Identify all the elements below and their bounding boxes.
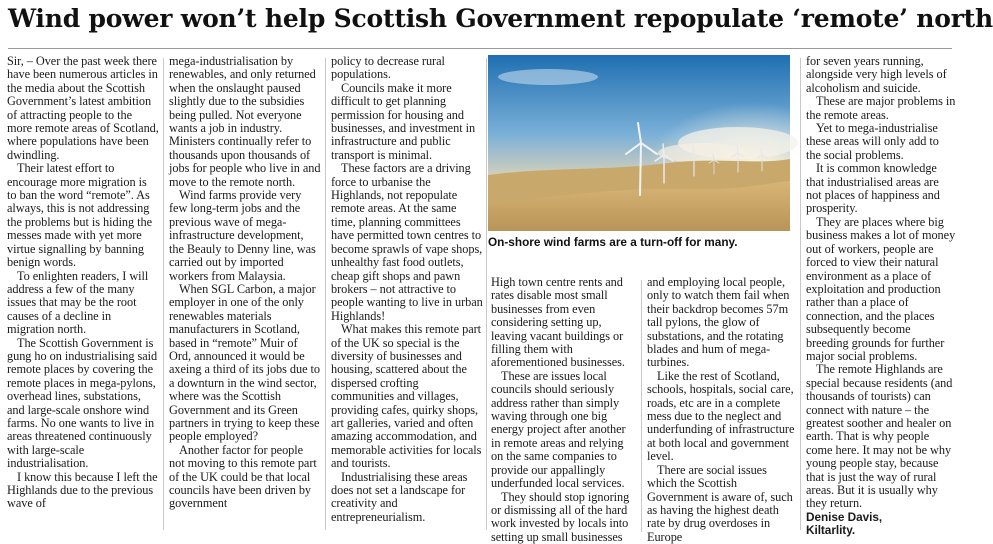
paragraph: The remote Highlands are special because residents (and thousands of tourists) can connect with nature – the greatest soother and healer on earth. That is why people come here. It may not be why young people stay, because that is just the way of rural areas. But it is usually why they return. xyxy=(806,363,956,510)
cloud xyxy=(498,69,598,85)
headline-rule xyxy=(8,48,952,49)
paragraph: High town centre rents and rates disable most small businesses from even considering setting up, leaving vacant buildings or filling them with aforementioned businesses. xyxy=(491,276,635,370)
paragraph: and employing local people, only to watch them fail when their backdrop becomes 57m tall pylons, the glow of substations, and the rotating blades and hum of mega-turbines. xyxy=(647,276,795,370)
wind-farm-photo xyxy=(488,55,790,231)
column-5 xyxy=(647,276,795,535)
paragraph: Industrialising these areas does not set a landscape for creativity and entrepreneurialism. xyxy=(331,471,483,525)
photo-caption: On-shore wind farms are a turn-off for many. xyxy=(488,235,798,249)
paragraph: These are issues local councils should seriously address rather than simply waving through one big energy project after another in remote areas and relying on the same companies to provide our appallingly underfunded local services. xyxy=(491,370,635,491)
column-divider xyxy=(800,58,801,530)
paragraph: To enlighten readers, I will address a few of the many issues that may be the root causes of a decline in migration north. xyxy=(7,270,159,337)
signature-name: Denise Davis, xyxy=(806,511,956,524)
column-divider xyxy=(325,58,326,530)
paragraph: I know this because I left the Highlands due to the previous wave of xyxy=(7,471,159,511)
wind-farm-illustration xyxy=(488,55,790,231)
paragraph: These factors are a driving force to urbanise the Highlands, not repopulate remote areas. At the same time, planning committees have permitted town centres to become sprawls of vape shops, unhealthy fast food outlets, cheap gift shops and pawn brokers – not attractive to people wanting to live in urban Highlands! xyxy=(331,162,483,323)
column-divider xyxy=(486,58,487,530)
paragraph: It is common knowledge that industrialised areas are not places of happiness and prosperity. xyxy=(806,162,956,216)
paragraph: Like the rest of Scotland, schools, hospitals, social care, roads, etc are in a complete mess due to the neglect and underfunding of infrastructure at both local and government level. xyxy=(647,370,795,464)
column-2 xyxy=(169,55,321,535)
column-3 xyxy=(331,55,483,535)
paragraph: Their latest effort to encourage more migration is to ban the word “remote”. As always, this is not addressing the problems but is hiding the messes made with yet more virtue signalling by banning benign words. xyxy=(7,162,159,269)
paragraph: When SGL Carbon, a major employer in one of the only renewables materials manufacturers in Scotland, based in “remote” Muir of Ord, announced it would be axeing a third of its jobs due to a downturn in the wind sector, where was the Scottish Government and its Green partners in trying to keep these people employed? xyxy=(169,283,321,444)
paragraph: They are places where big business makes a lot of money out of workers, people are forced to view their natural environment as a place of exploitation and production rather than a place of connection, and the places subsequently become breeding grounds for further major social problems. xyxy=(806,216,956,363)
column-divider xyxy=(163,58,164,530)
paragraph: What makes this remote part of the UK so special is the diversity of businesses and housing, scattered about the dispersed crofting communities and villages, providing cafes, quirky shops, art galleries, varied and often amazing accommodation, and memorable activities for locals and tourists. xyxy=(331,323,483,470)
paragraph: Yet to mega-industrialise these areas will only add to the social problems. xyxy=(806,122,956,162)
paragraph: They should stop ignoring or dismissing all of the hard work invested by locals into setting up small businesses xyxy=(491,491,635,544)
headline: Wind power won’t help Scottish Government repopulate ‘remote’ north xyxy=(8,2,952,36)
paragraph: for seven years running, alongside very high levels of alcoholism and suicide. xyxy=(806,55,956,95)
paragraph: These are major problems in the remote areas. xyxy=(806,95,956,122)
column-4 xyxy=(491,276,635,535)
paragraph: Another factor for people not moving to this remote part of the UK could be that local councils have been driven by government xyxy=(169,444,321,511)
paragraph: Councils make it more difficult to get planning permission for housing and businesses, and investment in infrastructure and public transport is minimal. xyxy=(331,82,483,162)
paragraph: The Scottish Government is gung ho on industrialising said remote places by covering the remote places in mega-pylons, overhead lines, substations, and large-scale onshore wind farms. No one wants to live in areas threatened continuously with large-scale industrialisation. xyxy=(7,337,159,471)
column-1 xyxy=(7,55,159,535)
column-6 xyxy=(806,55,956,535)
paragraph: Sir, – Over the past week there have been numerous articles in the media about the Scottish Government’s latest ambition of attracting people to the more remote areas of Scotland, where populations have been dwindling. xyxy=(7,55,159,162)
paragraph: Wind farms provide very few long-term jobs and the previous wave of mega-infrastructure development, the Beauly to Denny line, was carried out by imported workers from Malaysia. xyxy=(169,189,321,283)
column-divider xyxy=(641,280,642,532)
paragraph: mega-industrialisation by renewables, and only returned when the onslaught paused slightly due to the subsidies being pulled. Not everyone wants a job in industry. Ministers continually refer to thousands upon thousands of jobs for people who live in and move to the remote north. xyxy=(169,55,321,189)
signature-place: Kiltarlity. xyxy=(806,524,956,537)
paragraph: policy to decrease rural populations. xyxy=(331,55,483,82)
paragraph: There are social issues which the Scottish Government is aware of, such as having the highest death rate by drug overdoses in Europe xyxy=(647,464,795,544)
